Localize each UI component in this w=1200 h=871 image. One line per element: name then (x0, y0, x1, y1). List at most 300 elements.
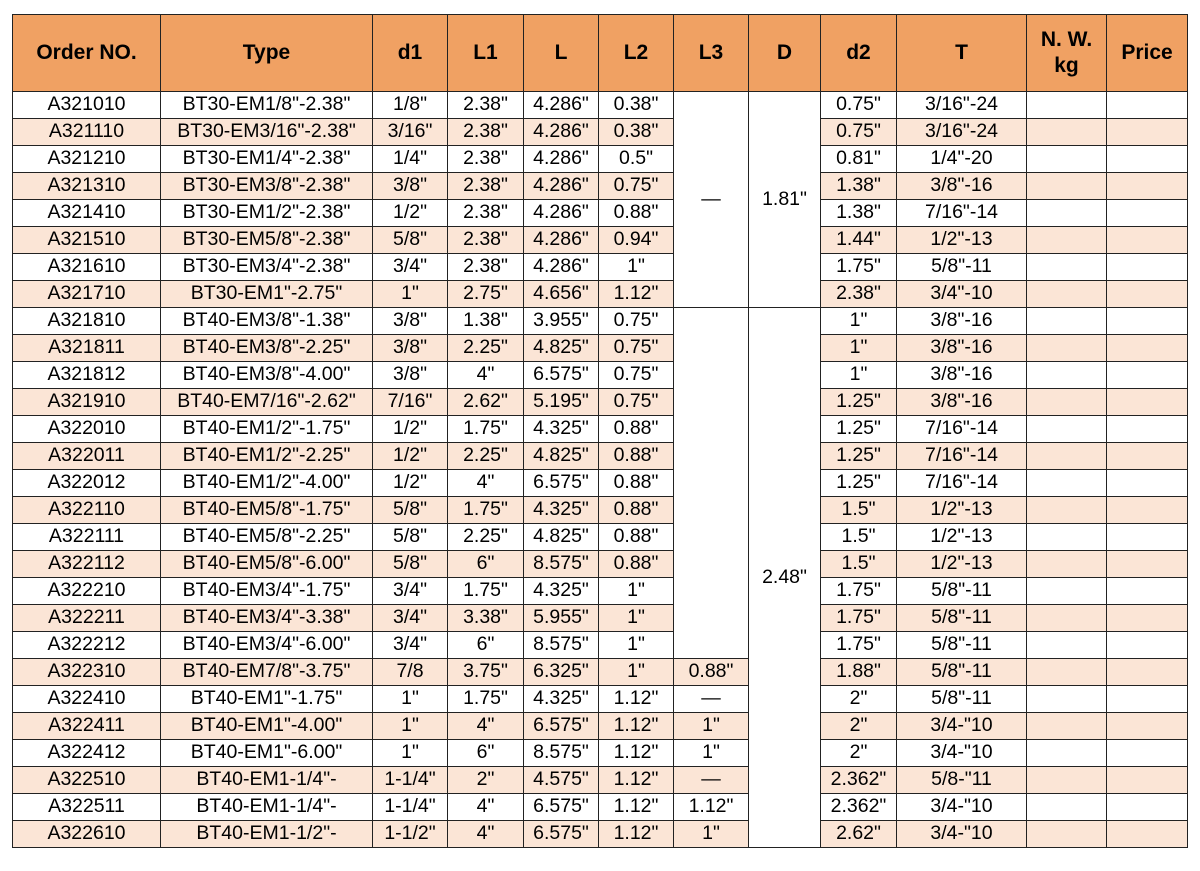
cell-type: BT30-EM1/2"-2.38" (161, 200, 373, 227)
table-row (13, 551, 1188, 578)
cell-t: 3/8"-16 (897, 173, 1027, 200)
cell-d2: 2.362" (821, 767, 897, 794)
cell-l: 4.286" (524, 119, 599, 146)
cell-d1: 5/8" (373, 551, 448, 578)
cell-d1: 1-1/4" (373, 794, 448, 821)
cell-order: A322411 (13, 713, 161, 740)
cell-d1: 3/4" (373, 578, 448, 605)
table-row (13, 605, 1188, 632)
cell-l1: 2.25" (448, 443, 524, 470)
cell-l1: 4" (448, 821, 524, 848)
cell-order: A321110 (13, 119, 161, 146)
cell-nw (1027, 362, 1107, 389)
table-row (13, 227, 1188, 254)
cell-type: BT40-EM3/8"-4.00" (161, 362, 373, 389)
cell-t: 3/16"-24 (897, 119, 1027, 146)
cell-l: 4.325" (524, 416, 599, 443)
cell-l2: 0.88" (599, 524, 674, 551)
cell-order: A322010 (13, 416, 161, 443)
table-row (13, 767, 1188, 794)
cell-nw (1027, 281, 1107, 308)
cell-d1: 1/2" (373, 470, 448, 497)
cell-type: BT30-EM3/8"-2.38" (161, 173, 373, 200)
cell-type: BT40-EM1/2"-1.75" (161, 416, 373, 443)
cell-type: BT40-EM1-1/4"- (161, 794, 373, 821)
cell-nw (1027, 227, 1107, 254)
cell-price (1107, 227, 1188, 254)
cell-d1: 3/4" (373, 632, 448, 659)
table-row (13, 254, 1188, 281)
table-row (13, 92, 1188, 119)
cell-t: 1/2"-13 (897, 551, 1027, 578)
cell-nw (1027, 632, 1107, 659)
cell-price (1107, 713, 1188, 740)
header-price: Price (1107, 15, 1188, 92)
cell-d2: 1" (821, 308, 897, 335)
cell-price (1107, 281, 1188, 308)
cell-t: 3/8"-16 (897, 335, 1027, 362)
cell-l1: 2.38" (448, 254, 524, 281)
cell-l1: 2.38" (448, 200, 524, 227)
cell-t: 3/4-"10 (897, 713, 1027, 740)
cell-l: 4.325" (524, 686, 599, 713)
cell-order: A321510 (13, 227, 161, 254)
cell-l: 8.575" (524, 740, 599, 767)
cell-l2: 1.12" (599, 794, 674, 821)
cell-type: BT40-EM3/8"-1.38" (161, 308, 373, 335)
cell-order: A321310 (13, 173, 161, 200)
cell-t: 5/8"-11 (897, 578, 1027, 605)
cell-l: 6.325" (524, 659, 599, 686)
table-row (13, 281, 1188, 308)
cell-type: BT40-EM3/4"-3.38" (161, 605, 373, 632)
cell-type: BT40-EM1-1/4"- (161, 767, 373, 794)
table-row (13, 443, 1188, 470)
cell-d2: 1.25" (821, 389, 897, 416)
cell-price (1107, 821, 1188, 848)
cell-l3: 1" (674, 740, 749, 767)
cell-l1: 2.62" (448, 389, 524, 416)
cell-order: A322610 (13, 821, 161, 848)
cell-l2: 0.88" (599, 497, 674, 524)
cell-d2: 0.75" (821, 119, 897, 146)
cell-d1: 3/4" (373, 254, 448, 281)
cell-order: A322211 (13, 605, 161, 632)
cell-l2: 1" (599, 254, 674, 281)
cell-d1: 5/8" (373, 524, 448, 551)
cell-order: A322210 (13, 578, 161, 605)
cell-price (1107, 524, 1188, 551)
table-row (13, 470, 1188, 497)
header-l3: L3 (674, 15, 749, 92)
cell-d-bt30-group: 1.81" (749, 92, 821, 308)
cell-nw (1027, 821, 1107, 848)
cell-d2: 1.88" (821, 659, 897, 686)
cell-l2: 1.12" (599, 686, 674, 713)
cell-d2: 1" (821, 335, 897, 362)
cell-nw (1027, 605, 1107, 632)
cell-price (1107, 578, 1188, 605)
cell-l2: 1.12" (599, 821, 674, 848)
cell-l2: 1.12" (599, 713, 674, 740)
cell-order: A322011 (13, 443, 161, 470)
cell-d2: 2.62" (821, 821, 897, 848)
cell-l2: 1.12" (599, 281, 674, 308)
cell-type: BT40-EM3/4"-1.75" (161, 578, 373, 605)
cell-l: 4.825" (524, 524, 599, 551)
cell-l2: 1.12" (599, 740, 674, 767)
table-row (13, 146, 1188, 173)
cell-type: BT30-EM1/4"-2.38" (161, 146, 373, 173)
cell-type: BT40-EM7/16"-2.62" (161, 389, 373, 416)
cell-t: 3/4"-10 (897, 281, 1027, 308)
cell-order: A322511 (13, 794, 161, 821)
cell-d1: 5/8" (373, 227, 448, 254)
cell-type: BT40-EM1"-6.00" (161, 740, 373, 767)
table-body (13, 92, 1188, 848)
cell-nw (1027, 254, 1107, 281)
cell-nw (1027, 794, 1107, 821)
cell-nw (1027, 578, 1107, 605)
cell-l: 4.656" (524, 281, 599, 308)
cell-nw (1027, 416, 1107, 443)
cell-d1: 3/4" (373, 605, 448, 632)
cell-t: 7/16"-14 (897, 443, 1027, 470)
cell-price (1107, 794, 1188, 821)
cell-l1: 6" (448, 632, 524, 659)
cell-l: 5.195" (524, 389, 599, 416)
cell-l3: 0.88" (674, 659, 749, 686)
cell-t: 5/8-"11 (897, 767, 1027, 794)
cell-l2: 1" (599, 632, 674, 659)
cell-l2: 1.12" (599, 767, 674, 794)
cell-t: 5/8"-11 (897, 254, 1027, 281)
table-row (13, 794, 1188, 821)
table-row (13, 578, 1188, 605)
cell-nw (1027, 335, 1107, 362)
cell-type: BT40-EM1/2"-4.00" (161, 470, 373, 497)
cell-l1: 6" (448, 740, 524, 767)
cell-l2: 0.88" (599, 416, 674, 443)
cell-d1: 1" (373, 281, 448, 308)
cell-type: BT40-EM3/4"-6.00" (161, 632, 373, 659)
cell-l2: 0.94" (599, 227, 674, 254)
table-row (13, 497, 1188, 524)
cell-d2: 2" (821, 686, 897, 713)
cell-l: 4.325" (524, 578, 599, 605)
cell-t: 7/16"-14 (897, 470, 1027, 497)
cell-type: BT30-EM3/16"-2.38" (161, 119, 373, 146)
cell-type: BT40-EM3/8"-2.25" (161, 335, 373, 362)
cell-type: BT40-EM5/8"-1.75" (161, 497, 373, 524)
header-l2: L2 (599, 15, 674, 92)
cell-price (1107, 497, 1188, 524)
table-row (13, 200, 1188, 227)
cell-t: 5/8"-11 (897, 686, 1027, 713)
cell-d1: 7/8 (373, 659, 448, 686)
cell-l: 4.825" (524, 443, 599, 470)
cell-l3-blank-group (674, 308, 749, 659)
cell-l1: 2.38" (448, 119, 524, 146)
cell-l1: 2.38" (448, 92, 524, 119)
cell-l1: 1.75" (448, 497, 524, 524)
header-row (13, 15, 1188, 92)
cell-l1: 2.38" (448, 227, 524, 254)
cell-price (1107, 92, 1188, 119)
cell-order: A322112 (13, 551, 161, 578)
cell-t: 5/8"-11 (897, 605, 1027, 632)
header-l: L (524, 15, 599, 92)
cell-d1: 1/2" (373, 200, 448, 227)
cell-d1: 3/8" (373, 173, 448, 200)
cell-order: A322110 (13, 497, 161, 524)
cell-d2: 1.5" (821, 551, 897, 578)
cell-l: 5.955" (524, 605, 599, 632)
cell-order: A322412 (13, 740, 161, 767)
cell-l: 4.825" (524, 335, 599, 362)
cell-l2: 0.75" (599, 335, 674, 362)
cell-l1: 4" (448, 713, 524, 740)
cell-order: A321210 (13, 146, 161, 173)
cell-order: A322310 (13, 659, 161, 686)
cell-type: BT30-EM3/4"-2.38" (161, 254, 373, 281)
cell-t: 1/2"-13 (897, 524, 1027, 551)
cell-l: 8.575" (524, 632, 599, 659)
cell-nw (1027, 173, 1107, 200)
table-row (13, 659, 1188, 686)
cell-l2: 0.5" (599, 146, 674, 173)
cell-nw (1027, 443, 1107, 470)
cell-l2: 0.88" (599, 470, 674, 497)
cell-nw (1027, 92, 1107, 119)
cell-l1: 4" (448, 794, 524, 821)
cell-t: 3/4-"10 (897, 821, 1027, 848)
table-row (13, 119, 1188, 146)
cell-nw (1027, 389, 1107, 416)
cell-price (1107, 551, 1188, 578)
cell-l1: 2.25" (448, 524, 524, 551)
cell-d1: 1/4" (373, 146, 448, 173)
cell-price (1107, 173, 1188, 200)
cell-l2: 1" (599, 605, 674, 632)
cell-l: 4.286" (524, 200, 599, 227)
cell-type: BT30-EM1"-2.75" (161, 281, 373, 308)
cell-d2: 1.5" (821, 497, 897, 524)
header-type: Type (161, 15, 373, 92)
cell-l1: 4" (448, 362, 524, 389)
cell-d2: 0.75" (821, 92, 897, 119)
cell-d2: 1.75" (821, 605, 897, 632)
cell-d1: 1-1/2" (373, 821, 448, 848)
cell-type: BT40-EM5/8"-2.25" (161, 524, 373, 551)
cell-nw (1027, 146, 1107, 173)
cell-d1: 1/2" (373, 443, 448, 470)
cell-l: 4.325" (524, 497, 599, 524)
spec-table (12, 14, 1188, 848)
cell-l2: 0.75" (599, 173, 674, 200)
table-row (13, 389, 1188, 416)
cell-order: A321910 (13, 389, 161, 416)
cell-nw (1027, 470, 1107, 497)
cell-price (1107, 362, 1188, 389)
cell-l: 6.575" (524, 362, 599, 389)
cell-l1: 1.38" (448, 308, 524, 335)
cell-l3: — (674, 767, 749, 794)
cell-d1: 3/8" (373, 335, 448, 362)
cell-order: A321810 (13, 308, 161, 335)
header-t: T (897, 15, 1027, 92)
cell-l1: 6" (448, 551, 524, 578)
cell-l2: 0.75" (599, 308, 674, 335)
cell-price (1107, 740, 1188, 767)
cell-t: 3/4-"10 (897, 740, 1027, 767)
cell-l1: 2.38" (448, 146, 524, 173)
cell-price (1107, 443, 1188, 470)
cell-l: 6.575" (524, 470, 599, 497)
table-row (13, 821, 1188, 848)
cell-d1: 1" (373, 713, 448, 740)
cell-nw (1027, 497, 1107, 524)
table-row (13, 632, 1188, 659)
cell-l1: 2.25" (448, 335, 524, 362)
cell-order: A322111 (13, 524, 161, 551)
cell-d1: 1" (373, 686, 448, 713)
cell-t: 7/16"-14 (897, 200, 1027, 227)
header-l1: L1 (448, 15, 524, 92)
cell-d2: 1.25" (821, 470, 897, 497)
cell-l: 4.286" (524, 254, 599, 281)
table-row (13, 308, 1188, 335)
cell-type: BT40-EM5/8"-6.00" (161, 551, 373, 578)
cell-order: A321410 (13, 200, 161, 227)
cell-l: 4.286" (524, 146, 599, 173)
cell-d2: 1.5" (821, 524, 897, 551)
header-order-no: Order NO. (13, 15, 161, 92)
cell-order: A322410 (13, 686, 161, 713)
cell-price (1107, 389, 1188, 416)
cell-t: 1/2"-13 (897, 497, 1027, 524)
cell-d1: 1/2" (373, 416, 448, 443)
cell-l2: 0.88" (599, 200, 674, 227)
cell-d1: 5/8" (373, 497, 448, 524)
cell-l3-bt30-group: — (674, 92, 749, 308)
cell-nw (1027, 119, 1107, 146)
cell-t: 3/8"-16 (897, 362, 1027, 389)
cell-type: BT40-EM1/2"-2.25" (161, 443, 373, 470)
cell-type: BT30-EM1/8"-2.38" (161, 92, 373, 119)
cell-l2: 1" (599, 659, 674, 686)
table-row (13, 686, 1188, 713)
cell-d2: 1.38" (821, 200, 897, 227)
cell-type: BT40-EM7/8"-3.75" (161, 659, 373, 686)
cell-l1: 2.38" (448, 173, 524, 200)
cell-l2: 0.75" (599, 362, 674, 389)
cell-nw (1027, 740, 1107, 767)
cell-order: A322012 (13, 470, 161, 497)
cell-l: 6.575" (524, 713, 599, 740)
cell-d2: 2.38" (821, 281, 897, 308)
cell-d2: 1.75" (821, 632, 897, 659)
cell-t: 1/2"-13 (897, 227, 1027, 254)
cell-nw (1027, 713, 1107, 740)
cell-l2: 0.75" (599, 389, 674, 416)
cell-order: A321610 (13, 254, 161, 281)
header-net-weight-line2: kg (1054, 54, 1079, 77)
table-row (13, 173, 1188, 200)
cell-d1: 1/8" (373, 92, 448, 119)
cell-type: BT40-EM1-1/2"- (161, 821, 373, 848)
cell-order: A321710 (13, 281, 161, 308)
cell-d1: 3/8" (373, 362, 448, 389)
cell-nw (1027, 767, 1107, 794)
cell-price (1107, 200, 1188, 227)
cell-l1: 1.75" (448, 686, 524, 713)
cell-d2: 1.75" (821, 578, 897, 605)
cell-l: 4.286" (524, 92, 599, 119)
cell-l1: 2" (448, 767, 524, 794)
cell-price (1107, 416, 1188, 443)
cell-l3: — (674, 686, 749, 713)
cell-nw (1027, 686, 1107, 713)
cell-price (1107, 308, 1188, 335)
cell-d-bt40-group: 2.48" (749, 308, 821, 848)
cell-d2: 1" (821, 362, 897, 389)
cell-d1: 1-1/4" (373, 767, 448, 794)
cell-t: 3/8"-16 (897, 308, 1027, 335)
cell-l1: 1.75" (448, 416, 524, 443)
cell-l2: 0.88" (599, 443, 674, 470)
cell-nw (1027, 200, 1107, 227)
cell-l: 3.955" (524, 308, 599, 335)
cell-t: 5/8"-11 (897, 632, 1027, 659)
cell-type: BT30-EM5/8"-2.38" (161, 227, 373, 254)
cell-price (1107, 254, 1188, 281)
cell-price (1107, 659, 1188, 686)
cell-price (1107, 146, 1188, 173)
cell-order: A321010 (13, 92, 161, 119)
cell-d2: 0.81" (821, 146, 897, 173)
cell-type: BT40-EM1"-4.00" (161, 713, 373, 740)
cell-order: A321811 (13, 335, 161, 362)
cell-l2: 1" (599, 578, 674, 605)
cell-order: A322212 (13, 632, 161, 659)
cell-l: 8.575" (524, 551, 599, 578)
table-row (13, 362, 1188, 389)
cell-type: BT40-EM1"-1.75" (161, 686, 373, 713)
cell-l: 4.286" (524, 227, 599, 254)
table-row (13, 740, 1188, 767)
header-d1: d1 (373, 15, 448, 92)
cell-d2: 2.362" (821, 794, 897, 821)
cell-price (1107, 767, 1188, 794)
cell-order: A321812 (13, 362, 161, 389)
cell-l3: 1.12" (674, 794, 749, 821)
cell-l2: 0.38" (599, 92, 674, 119)
cell-t: 1/4"-20 (897, 146, 1027, 173)
cell-t: 7/16"-14 (897, 416, 1027, 443)
table-row (13, 335, 1188, 362)
table-row (13, 524, 1188, 551)
cell-nw (1027, 551, 1107, 578)
cell-l1: 2.75" (448, 281, 524, 308)
cell-d2: 1.75" (821, 254, 897, 281)
cell-d2: 1.25" (821, 416, 897, 443)
cell-nw (1027, 659, 1107, 686)
cell-d2: 1.25" (821, 443, 897, 470)
cell-d2: 1.44" (821, 227, 897, 254)
cell-t: 3/16"-24 (897, 92, 1027, 119)
cell-l1: 3.38" (448, 605, 524, 632)
